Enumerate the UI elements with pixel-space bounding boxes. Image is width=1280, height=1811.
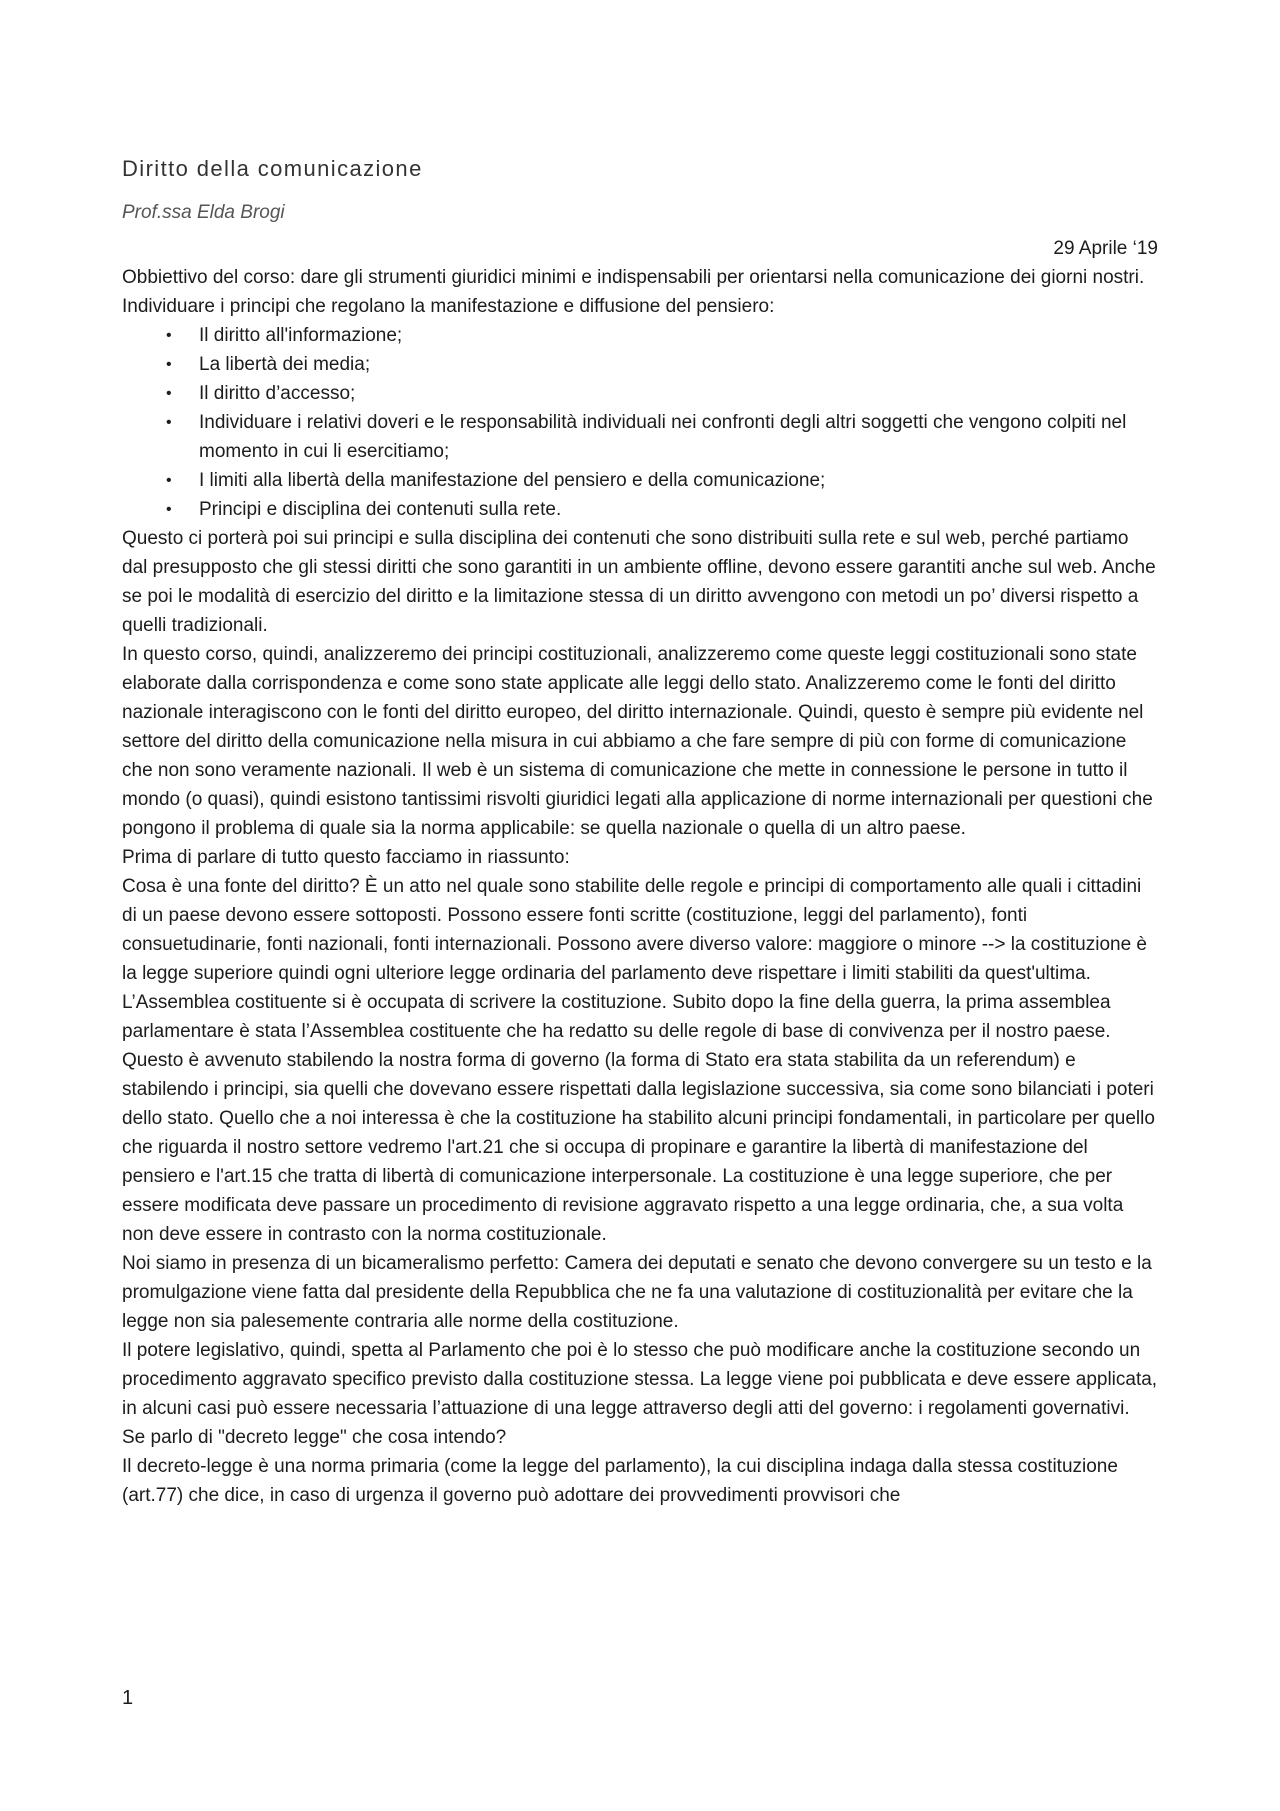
document-date: 29 Aprile ‘19 — [1053, 238, 1158, 259]
bullet-icon: • — [166, 385, 172, 402]
document-page — [122, 150, 1158, 1510]
document-title: Diritto della comunicazione — [122, 156, 423, 181]
list-item-text: La libertà dei media; — [199, 354, 371, 375]
list-item — [166, 408, 1158, 466]
bullet-icon: • — [166, 414, 172, 431]
document-author: Prof.ssa Elda Brogi — [122, 202, 285, 223]
bullet-icon: • — [166, 501, 172, 518]
list-item-text: Principi e disciplina dei contenuti sulla rete. — [199, 499, 562, 520]
list-item-text: Il diritto d’accesso; — [199, 383, 356, 404]
body-paragraph-bicameralism: Noi siamo in presenza di un bicameralismo perfetto: Camera dei deputati e senato che devono convergere su un testo e la promulgazione viene fatta dal presidente della Repubblica che ne fa una valutazione di costituzionalità per evitare che la legge non sia palesemente contraria alle norme della costituzione. — [122, 1253, 1152, 1332]
body-paragraph-decree-law: Il decreto-legge è una norma primaria (come la legge del parlamento), la cui disciplina indaga dalla stessa costituzione (art.77) che dice, in caso di urgenza il governo può adottare dei provvedimenti provvisori che — [122, 1456, 1118, 1506]
body-paragraph-summary-intro: Prima di parlare di tutto questo facciamo in riassunto: — [122, 847, 570, 868]
list-item — [166, 495, 1158, 524]
body-paragraph-course: In questo corso, quindi, analizzeremo dei principi costituzionali, analizzeremo come queste leggi costituzionali sono state elaborate dalla corrispondenza e come sono state applicate alle leggi dello stato. Analizzeremo come le fonti del diritto nazionale interagiscono con le fonti del diritto europeo, del diritto internazionale. Quindi, questo è sempre più evidente nel settore del diritto della comunicazione nella misura in cui abbiamo a che fare sempre di più con forme di comunicazione che non sono veramente nazionali. Il web è un sistema di comunicazione che mette in connessione le persone in tutto il mondo (o quasi), quindi esistono tantissimi risvolti giuridici legati alla applicazione di norme internazionali per questioni che pongono il problema di quale sia la norma applicabile: se quella nazionale o quella di un altro paese. — [122, 644, 1153, 839]
document-body — [122, 263, 1158, 1510]
body-paragraph-legislative-power: Il potere legislativo, quindi, spetta al Parlamento che poi è lo stesso che può modificare anche la costituzione secondo un procedimento aggravato specifico previsto dalla costituzione stessa. La legge viene poi pubblicata e deve essere applicata, in alcuni casi può essere necessaria l’attuazione di una legge attraverso degli atti del governo: i regolamenti governativi. — [122, 1340, 1158, 1419]
list-item-text: Individuare i relativi doveri e le responsabilità individuali nei confronti degli altri soggetti che vengono colpiti nel momento in cui li esercitiamo; — [199, 412, 1127, 462]
objectives-list — [122, 321, 1158, 524]
body-paragraph-sources: Cosa è una fonte del diritto? È un atto nel quale sono stabilite delle regole e principi di comportamento alle quali i cittadini di un paese devono essere sottoposti. Possono essere fonti scritte (costituzione, leggi del parlamento), fonti consuetudinarie, fonti nazionali, fonti internazionali. Possono avere diverso valore: maggiore o minore --> la costituzione è la legge superiore quindi ogni ulteriore legge ordinaria del parlamento deve rispettare i limiti stabiliti da quest'ultima. L’Assemblea costituente si è occupata di scrivere la costituzione. Subito dopo la fine della guerra, la prima assemblea parlamentare è stata l’Assemblea costituente che ha redatto su delle regole di base di convivenza per il nostro paese. Questo è avvenuto stabilendo la nostra forma di governo (la forma di Stato era stata stabilita da un referendum) e stabilendo i principi, sia quelli che dovevano essere rispettati dalla legislazione successiva, sia come sono bilanciati i poteri dello stato. Quello che a noi interessa è che la costituzione ha stabilito alcuni principi fondamentali, in particolare per quello che riguarda il nostro settore vedremo l'art.21 che si occupa di propinare e garantire la libertà di manifestazione del pensiero e l'art.15 che tratta di libertà di comunicazione interpersonale. La costituzione è una legge superiore, che per essere modificata deve passare un procedimento di revisione aggravato rispetto a una legge ordinaria, che, a sua volta non deve essere in contrasto con la norma costituzionale. — [122, 876, 1155, 1245]
bullet-icon: • — [166, 327, 172, 344]
body-paragraph-question: Se parlo di "decreto legge" che cosa intendo? — [122, 1427, 507, 1448]
list-item-text: I limiti alla libertà della manifestazione del pensiero e della comunicazione; — [199, 470, 826, 491]
list-item-text: Il diritto all'informazione; — [199, 325, 403, 346]
bullet-icon: • — [166, 472, 172, 489]
page-number: 1 — [122, 1687, 134, 1709]
list-item — [166, 379, 1158, 408]
body-paragraph-web: Questo ci porterà poi sui principi e sulla disciplina dei contenuti che sono distribuiti sulla rete e sul web, perché partiamo dal presupposto che gli stessi diritti che sono garantiti in un ambiente offline, devono essere garantiti anche sul web. Anche se poi le modalità di esercizio del diritto e la limitazione stessa di un diritto avvengono con metodi un po’ diversi rispetto a quelli tradizionali. — [122, 528, 1156, 636]
bullet-icon: • — [166, 356, 172, 373]
list-item — [166, 350, 1158, 379]
list-item — [166, 466, 1158, 495]
list-item — [166, 321, 1158, 350]
intro-paragraph: Obbiettivo del corso: dare gli strumenti giuridici minimi e indispensabili per orientarsi nella comunicazione dei giorni nostri. Individuare i principi che regolano la manifestazione e diffusione del pensiero: — [122, 267, 1145, 317]
